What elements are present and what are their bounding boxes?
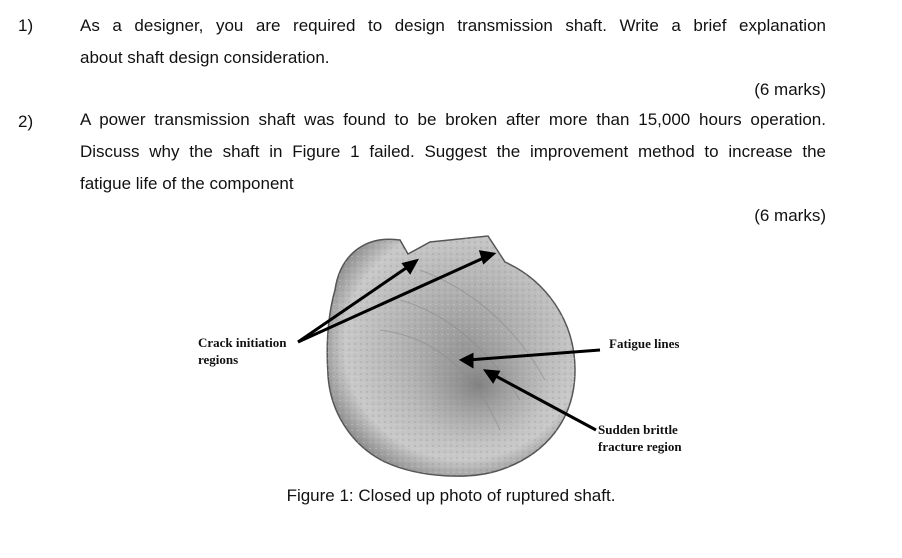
question-1-line-2: about shaft design consideration. [80,48,330,67]
fatigue-lines-label: Fatigue lines [609,336,680,351]
question-2-line-3: fatigue life of the component [80,174,294,193]
sudden-brittle-label-line-1: Sudden brittle [598,422,678,437]
question-2-number: 2) [18,112,34,131]
question-1-line-1: As a designer, you are required to design transmission shaft. Write a brief explanation [80,16,826,35]
question-2-line-2: Discuss why the shaft in Figure 1 failed. Suggest the improvement method to increase the [80,142,826,161]
question-1-marks: (6 marks) [754,80,826,99]
question-1-number: 1) [18,16,34,35]
sudden-brittle-label-line-2: fracture region [598,439,682,454]
crack-initiation-label [198,334,286,368]
crack-initiation-label-line-1: Crack initiation [198,335,287,350]
question-2-line-1: A power transmission shaft was found to be broken after more than 15,000 hours operation. [80,110,826,129]
question-2-marks: (6 marks) [754,206,826,225]
crack-initiation-label-line-2: regions [198,352,239,367]
sudden-brittle-fracture-label [598,421,682,455]
fracture-core-region [408,325,548,445]
figure-caption: Figure 1: Closed up photo of ruptured shaft. [286,486,616,505]
